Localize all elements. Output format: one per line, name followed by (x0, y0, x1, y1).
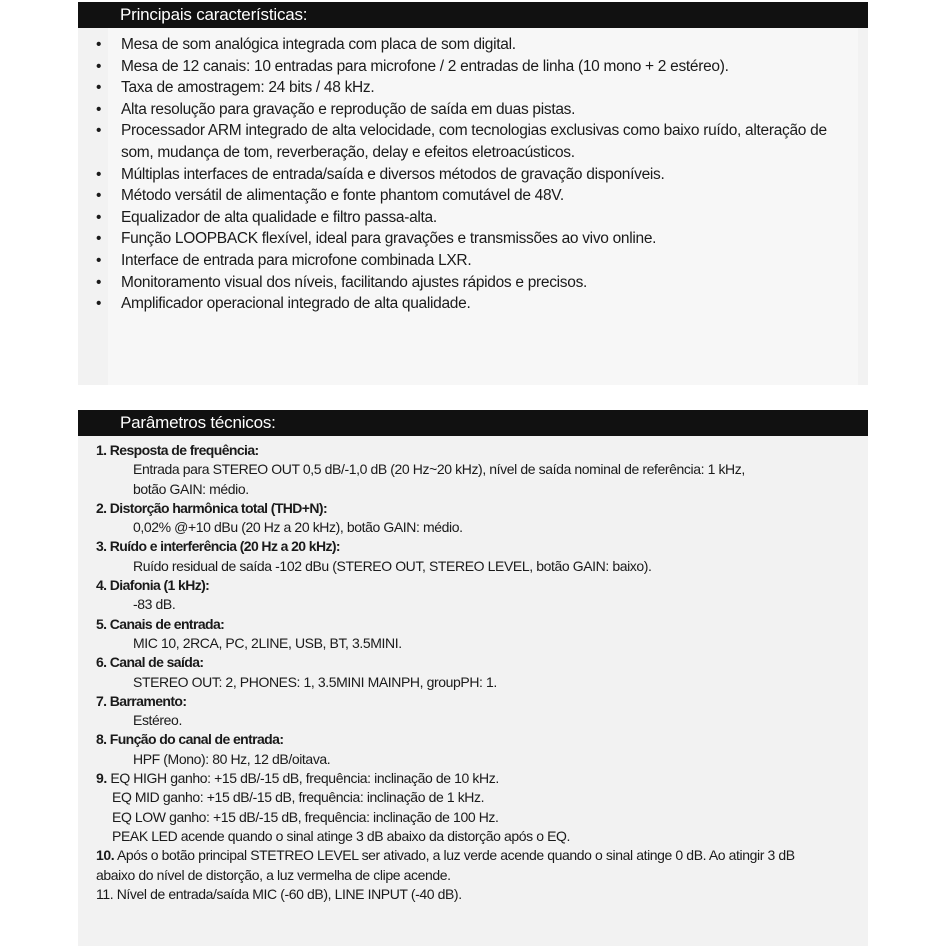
bullet-icon: • (96, 57, 102, 75)
param-item-11: 11. Nível de entrada/saída MIC (-60 dB), LINE INPUT (-40 dB). (96, 885, 462, 902)
param-title: 5. Canais de entrada: (96, 615, 225, 632)
feature-item: • Interface de entrada para microfone combinada LXR. (96, 250, 836, 272)
param-value: Após o botão principal STETREO LEVEL ser ativado, a luz verde acende quando o sinal atinge 0 dB. Ao atingir 3 dB abaixo do nível de distorção, a luz vermelha de clipe acende. (96, 847, 795, 883)
feature-item: • Método versátil de alimentação e fonte phantom comutável de 48V. (96, 185, 836, 207)
parameters-title: Parâmetros técnicos: (120, 413, 276, 432)
bullet-icon: • (96, 208, 102, 226)
bullet-icon: • (96, 295, 102, 313)
param-value: 0,02% @+10 dBu (20 Hz a 20 kHz), botão GAIN: médio. (133, 519, 463, 536)
param-item-10 (96, 846, 836, 885)
param-title: 8. Função do canal de entrada: (96, 731, 284, 748)
param-title: 4. Diafonia (1 kHz): (96, 577, 210, 594)
param-item-9 (96, 769, 836, 788)
feature-item: • Mesa de som analógica integrada com placa de som digital. (96, 34, 836, 56)
param-value: MIC 10, 2RCA, PC, 2LINE, USB, BT, 3.5MINI. (133, 634, 402, 651)
feature-item: • Equalizador de alta qualidade e filtro passa-alta. (96, 207, 836, 229)
param-value: -83 dB. (133, 596, 176, 613)
feature-item: • Amplificador operacional integrado de alta qualidade. (96, 293, 836, 315)
bullet-icon: • (96, 36, 102, 53)
bullet-icon: • (96, 165, 102, 183)
param-title: 6. Canal de saída: (96, 654, 204, 671)
param-value: EQ MID ganho: +15 dB/-15 dB, frequência: inclinação de 1 kHz. (112, 789, 485, 806)
param-title: 2. Distorção harmônica total (THD+N): (96, 499, 328, 516)
param-value: Estéreo. (133, 712, 182, 729)
param-title: 7. Barramento: (96, 692, 187, 709)
bullet-icon: • (96, 230, 102, 248)
parameters-list (96, 441, 836, 904)
feature-item: • Processador ARM integrado de alta velocidade, com tecnologias exclusivas como baixo ruído, alteração de som, mudança de tom, reverberação, delay e efeitos eletroacústicos. (96, 122, 827, 161)
feature-item: • Monitoramento visual dos níveis, facilitando ajustes rápidos e precisos. (96, 272, 836, 294)
feature-item: • Taxa de amostragem: 24 bits / 48 kHz. (96, 77, 836, 99)
features-header (78, 2, 868, 28)
parameters-header (78, 410, 868, 436)
param-value: STEREO OUT: 2, PHONES: 1, 3.5MINI MAINPH, groupPH: 1. (133, 673, 497, 690)
feature-item: • Função LOOPBACK flexível, ideal para gravações e transmissões ao vivo online. (96, 228, 836, 250)
features-list (96, 34, 836, 315)
param-value: EQ LOW ganho: +15 dB/-15 dB, frequência: inclinação de 100 Hz. (112, 808, 499, 825)
param-number: 10. (96, 847, 115, 864)
feature-item: • Mesa de 12 canais: 10 entradas para microfone / 2 entradas de linha (10 mono + 2 estéreo). (96, 56, 836, 78)
param-number: 9. (96, 770, 107, 787)
features-title: Principais características: (120, 5, 308, 24)
param-value: Entrada para STEREO OUT 0,5 dB/-1,0 dB (20 Hz~20 kHz), nível de saída nominal de referência: 1 kHz, (133, 461, 745, 478)
param-title: 1. Resposta de frequência: (96, 442, 259, 458)
param-value: botão GAIN: médio. (133, 480, 249, 497)
bullet-icon: • (96, 273, 102, 291)
feature-item: • Alta resolução para gravação e reprodução de saída em duas pistas. (96, 99, 836, 121)
bullet-icon: • (96, 100, 102, 118)
feature-item: • Múltiplas interfaces de entrada/saída e diversos métodos de gravação disponíveis. (96, 164, 836, 186)
param-value: EQ HIGH ganho: +15 dB/-15 dB, frequência: inclinação de 10 kHz. (110, 770, 499, 787)
bullet-icon: • (96, 251, 102, 269)
bullet-icon: • (96, 122, 102, 140)
param-value: Ruído residual de saída -102 dBu (STEREO OUT, STEREO LEVEL, botão GAIN: baixo). (133, 557, 652, 574)
param-value: HPF (Mono): 80 Hz, 12 dB/oitava. (133, 750, 331, 767)
param-title: 3. Ruído e interferência (20 Hz a 20 kHz): (96, 538, 340, 555)
param-value: PEAK LED acende quando o sinal atinge 3 dB abaixo da distorção após o EQ. (112, 827, 571, 844)
bullet-icon: • (96, 187, 102, 205)
bullet-icon: • (96, 79, 102, 97)
